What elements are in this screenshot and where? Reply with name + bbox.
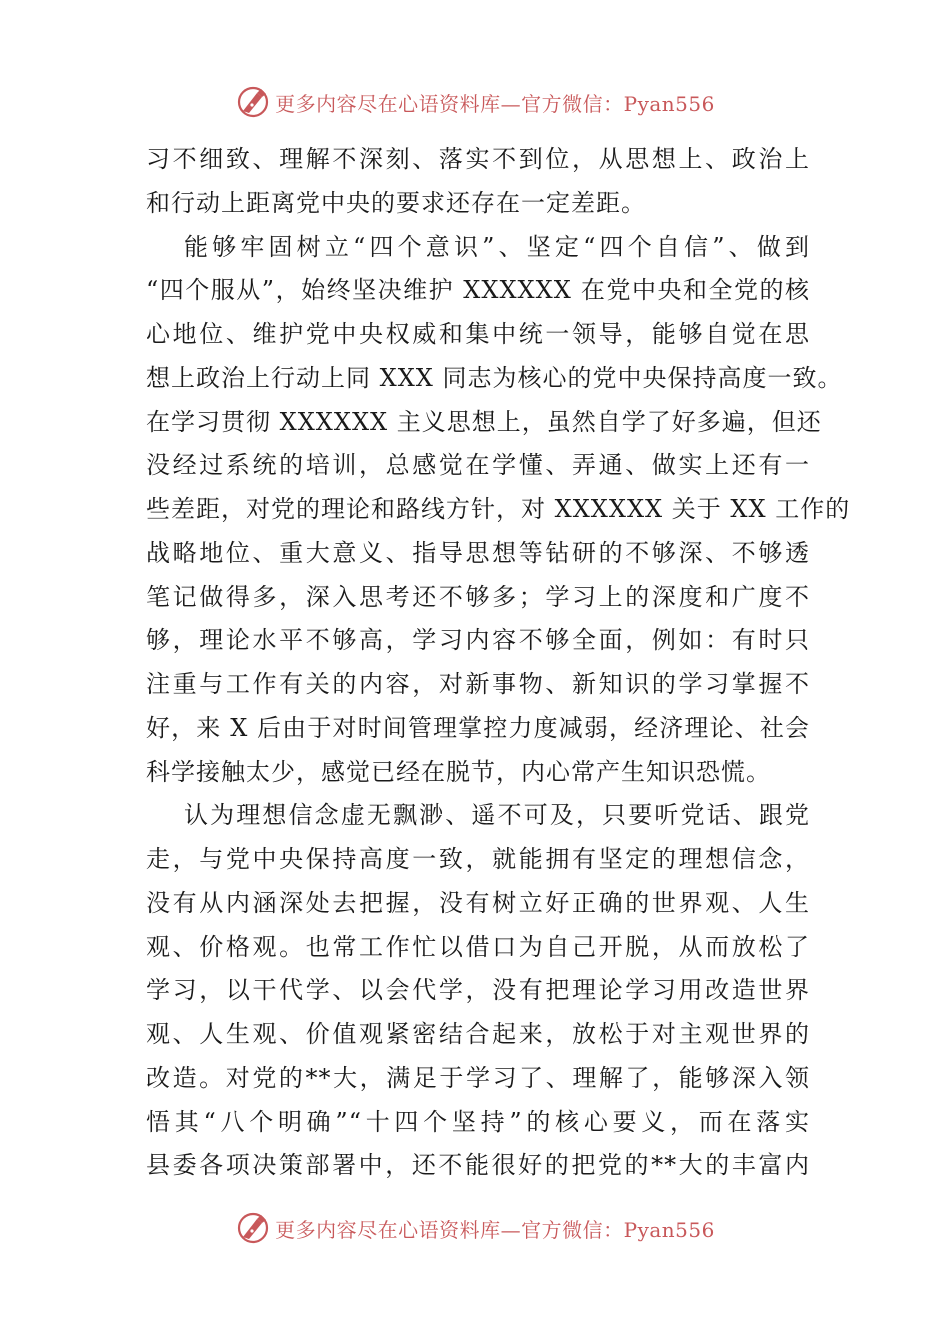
text-line: 够，理论水平不够高，学习内容不够全面，例如：有时只 xyxy=(146,626,810,655)
text-line: 好，来 X 后由于对时间管理掌控力度减弱，经济理论、社会 xyxy=(146,713,810,742)
paragraph xyxy=(146,794,810,1188)
watermark-text: 更多内容尽在心语资料库—官方微信：Pyan556 xyxy=(275,91,715,116)
text-line: 没经过系统的培训，总感觉在学懂、弄通、做实上还有一 xyxy=(146,451,810,480)
text-line: 学习，以干代学、以会代学，没有把理论学习用改造世界 xyxy=(146,976,810,1005)
watermark-text: 更多内容尽在心语资料库—官方微信：Pyan556 xyxy=(275,1217,715,1242)
header-watermark-banner xyxy=(0,82,950,122)
text-line: 科学接触太少，感觉已经在脱节，内心常产生知识恐慌。 xyxy=(146,757,771,786)
paragraph xyxy=(146,138,810,226)
document-body xyxy=(146,138,851,1188)
text-line: 能够牢固树立“四个意识”、坚定“四个自信”、做到 xyxy=(184,232,810,261)
text-line: 认为理想信念虚无飘渺、遥不可及，只要听党话、跟党 xyxy=(184,801,810,830)
text-line: 在学习贯彻 XXXXXX 主义思想上，虽然自学了好多遍，但还 xyxy=(146,407,822,436)
text-line: 没有从内涵深处去把握，没有树立好正确的世界观、人生 xyxy=(146,888,810,917)
footer-watermark-banner xyxy=(0,1208,950,1248)
text-line: “四个服从”，始终坚决维护 XXXXXX 在党中央和全党的核 xyxy=(146,276,810,305)
paragraph xyxy=(146,226,851,795)
text-line: 改造。对党的**大，满足于学习了、理解了，能够深入领 xyxy=(146,1063,810,1092)
text-line: 观、价格观。也常工作忙以借口为自己开脱，从而放松了 xyxy=(146,932,810,961)
text-line: 笔记做得多，深入思考还不够多；学习上的深度和广度不 xyxy=(146,582,810,611)
text-line: 县委各项决策部署中，还不能很好的把党的**大的丰富内 xyxy=(146,1151,810,1180)
pen-nib-circle-icon xyxy=(235,1210,271,1246)
text-line: 战略地位、重大意义、指导思想等钻研的不够深、不够透 xyxy=(146,538,810,567)
pen-nib-circle-icon xyxy=(235,84,271,120)
text-line: 些差距，对党的理论和路线方针，对 XXXXXX 关于 XX 工作的 xyxy=(146,495,851,523)
text-line: 心地位、维护党中央权威和集中统一领导，能够自觉在思 xyxy=(146,320,810,348)
text-line: 习不细致、理解不深刻、落实不到位，从思想上、政治上 xyxy=(146,145,810,173)
text-line: 悟其“八个明确”“十四个坚持”的核心要义，而在落实 xyxy=(146,1107,810,1136)
text-line: 观、人生观、价值观紧密结合起来，放松于对主观世界的 xyxy=(146,1020,810,1048)
text-line: 走，与党中央保持高度一致，就能拥有坚定的理想信念， xyxy=(146,845,810,873)
text-line: 想上政治上行动上同 XXX 同志为核心的党中央保持高度一致。 xyxy=(146,363,843,392)
text-line: 注重与工作有关的内容，对新事物、新知识的学习掌握不 xyxy=(146,670,810,698)
text-line: 和行动上距离党中央的要求还存在一定差距。 xyxy=(146,188,646,217)
